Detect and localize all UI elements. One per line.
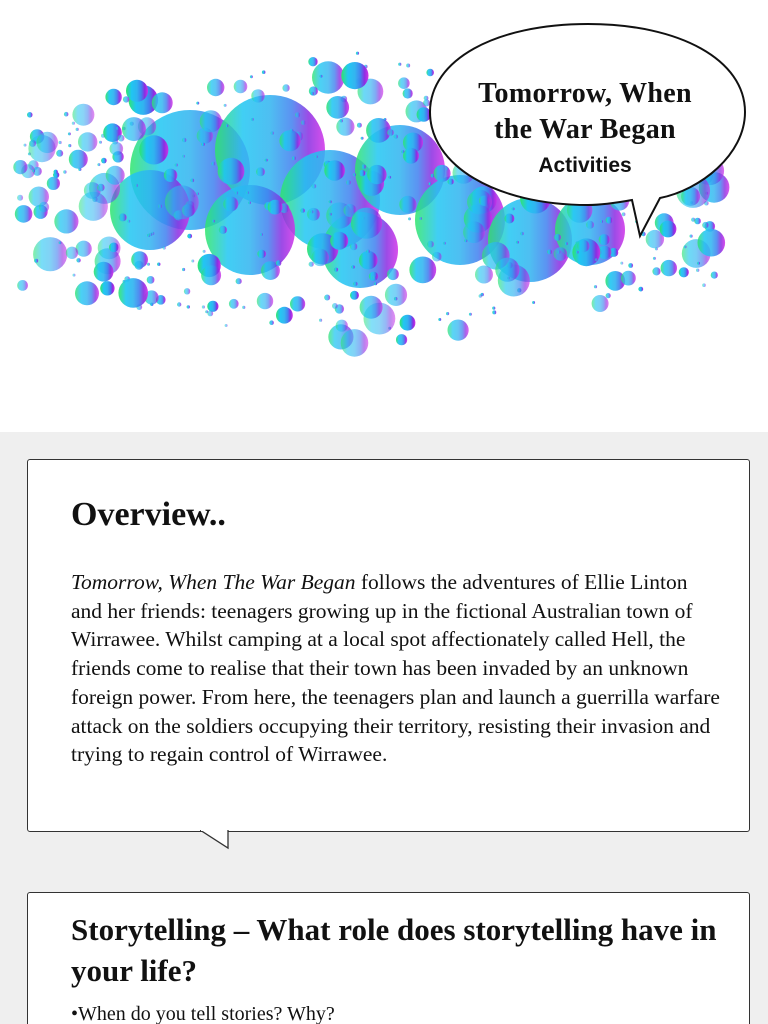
paint-drop [606, 293, 611, 298]
paint-drop [532, 301, 535, 304]
paint-drop [702, 283, 706, 287]
paint-drop [182, 138, 187, 143]
paint-drop [367, 165, 386, 184]
paint-drop [408, 217, 411, 220]
paint-drop [586, 221, 594, 229]
paint-drop [697, 262, 700, 265]
paint-drop [547, 250, 552, 255]
paint-drop [504, 214, 514, 224]
paint-drop [326, 96, 349, 119]
paint-drop [32, 169, 35, 172]
paint-drop [76, 241, 92, 257]
paint-drop [652, 267, 660, 275]
paint-drop [15, 205, 33, 223]
paint-drop [33, 237, 67, 271]
paint-drop [315, 155, 318, 158]
paint-drop [684, 245, 687, 248]
paint-drop [399, 196, 416, 213]
paint-drop [147, 276, 155, 284]
paint-drop [13, 160, 27, 174]
paint-drop [56, 150, 63, 157]
paint-drop [149, 233, 152, 236]
paint-drop [353, 282, 357, 286]
paint-drop [54, 209, 78, 233]
paint-drop [101, 158, 107, 164]
paint-drop [68, 144, 71, 147]
paint-drop [394, 134, 398, 138]
paint-drop [105, 89, 121, 105]
paint-drop [628, 263, 633, 268]
paint-drop [366, 250, 370, 254]
paint-drop [76, 258, 80, 262]
paint-drop [419, 217, 422, 220]
paint-drop [201, 265, 221, 285]
paint-drop [131, 251, 148, 268]
paint-drop [423, 99, 430, 106]
paint-drop [309, 262, 314, 267]
paint-drop [191, 260, 194, 263]
paint-drop [696, 269, 699, 272]
paint-drop [320, 75, 323, 78]
paint-drop [417, 107, 431, 121]
paint-drop [184, 288, 190, 294]
paint-drop [229, 299, 239, 309]
paint-drop [336, 320, 348, 332]
paint-drop [554, 234, 561, 241]
paint-drop [116, 127, 119, 130]
paint-drop [660, 221, 677, 238]
paint-drop [312, 249, 329, 266]
overview-callout-tail [200, 830, 240, 850]
paint-drop [246, 191, 249, 194]
paint-drop [250, 75, 253, 78]
paint-drop [47, 177, 60, 190]
paint-drop [394, 297, 398, 301]
paint-drop [396, 334, 407, 345]
paint-drop [300, 208, 305, 213]
paint-splash [0, 0, 768, 432]
paint-drop [324, 160, 345, 181]
overview-card [27, 459, 750, 832]
paint-drop [157, 263, 160, 266]
paint-drop [387, 129, 394, 136]
paint-drop [207, 311, 213, 317]
storytelling-heading: Storytelling – What role does storytelling have in your life? [71, 912, 717, 988]
paint-drop [182, 155, 185, 158]
paint-drop [219, 226, 227, 234]
paint-drop [242, 306, 245, 309]
overview-heading: Overview.. [71, 496, 226, 533]
paint-drop [638, 287, 643, 292]
paint-drop [17, 195, 23, 201]
paint-drop [310, 210, 313, 213]
paint-drop [357, 123, 362, 128]
paint-drop [224, 104, 227, 107]
paint-drop [398, 63, 401, 66]
paint-drop [661, 260, 677, 276]
paint-drop [251, 89, 264, 102]
paint-drop [271, 131, 274, 134]
paint-drop [329, 200, 332, 203]
paint-drop [324, 295, 330, 301]
paint-drop [621, 271, 636, 286]
cover-title-line2: the War Began [494, 114, 676, 145]
paint-drop [353, 173, 356, 176]
paint-drop [99, 141, 102, 144]
paint-drop [554, 247, 568, 261]
paint-drop [427, 241, 434, 248]
paint-drop [97, 163, 100, 166]
book-title: Tomorrow, When The War Began [71, 570, 356, 594]
paint-drop [403, 148, 419, 164]
paint-drop [75, 281, 99, 305]
paint-drop [276, 260, 282, 266]
paint-drop [479, 294, 482, 297]
paint-drop [374, 282, 377, 285]
paint-drop [207, 301, 218, 312]
paint-drop [341, 62, 368, 89]
paint-drop [359, 170, 365, 176]
paint-drop [69, 150, 88, 169]
paint-drop [59, 241, 62, 244]
paint-drop [346, 180, 351, 185]
paint-drop [27, 112, 33, 118]
paint-drop [39, 202, 49, 212]
paint-drop [127, 220, 130, 223]
paint-drop [59, 141, 62, 144]
paint-drop [463, 221, 485, 243]
paint-drop [78, 132, 97, 151]
paint-drop [595, 258, 598, 261]
paint-drop [694, 218, 701, 225]
content-slide [0, 432, 768, 1024]
paint-drop [310, 92, 314, 96]
paint-drop [406, 64, 410, 68]
paint-drop [479, 196, 490, 207]
overview-paragraph [71, 568, 721, 769]
paint-drop [448, 179, 454, 185]
paint-drop [332, 303, 338, 309]
paint-drop [106, 166, 125, 185]
paint-drop [126, 80, 148, 102]
paint-drop [152, 92, 173, 113]
paint-drop [356, 52, 359, 55]
paint-drop [234, 80, 248, 94]
paint-drop [37, 132, 58, 153]
paint-drop [334, 268, 338, 272]
paint-drop [257, 250, 266, 259]
paint-drop [100, 281, 114, 295]
paint-drop [260, 233, 263, 236]
paint-drop [679, 267, 689, 277]
paint-drop [123, 96, 129, 102]
paint-drop [248, 201, 251, 204]
paint-drop [301, 120, 306, 125]
paint-drop [24, 144, 27, 147]
paint-drop [66, 247, 78, 259]
paint-drop [622, 212, 626, 216]
paint-drop [492, 310, 496, 314]
paint-drop [207, 79, 224, 96]
paint-drop [398, 77, 410, 89]
paint-drop [79, 192, 108, 221]
paint-drop [319, 319, 322, 322]
paint-drop [512, 207, 515, 210]
paint-drop [307, 208, 320, 221]
paint-drop [177, 302, 181, 306]
paint-drop [190, 179, 194, 183]
paint-drop [97, 184, 105, 192]
paint-drop [135, 184, 138, 187]
paint-drop [68, 132, 71, 135]
paint-drop [702, 222, 708, 228]
paint-drop [295, 112, 300, 117]
paint-drop [218, 158, 245, 185]
paint-drop [139, 135, 168, 164]
paint-drop [388, 176, 391, 179]
paint-drop [165, 185, 199, 219]
paint-drop [225, 324, 228, 327]
paint-drop [373, 276, 377, 280]
paint-drop [119, 213, 127, 221]
cover-subtitle: Activities [538, 154, 632, 177]
paint-drop [201, 143, 205, 147]
paint-drop [118, 278, 148, 308]
paint-drop [265, 159, 268, 162]
paint-drop [426, 69, 434, 77]
paint-drop [351, 265, 355, 269]
paint-drop [147, 263, 150, 266]
paint-drop [63, 170, 66, 173]
paint-drop [308, 57, 317, 66]
paint-drop [54, 170, 58, 174]
paint-drop [446, 312, 449, 315]
paint-drop [290, 296, 305, 311]
paint-drop [163, 246, 166, 249]
paint-drop [698, 229, 726, 257]
paint-drop [576, 251, 579, 254]
paint-drop [448, 320, 469, 341]
paint-drop [72, 104, 94, 126]
paint-drop [432, 252, 442, 262]
paint-drop [711, 272, 718, 279]
paint-drop [577, 240, 589, 252]
paint-drop [76, 128, 79, 131]
paint-drop [279, 130, 300, 151]
paint-drop [211, 162, 215, 166]
paint-drop [469, 313, 472, 316]
paint-drop [351, 208, 382, 239]
paint-drop [387, 268, 399, 280]
paint-drop [361, 164, 366, 169]
paint-drop [606, 217, 613, 224]
paint-drop [64, 112, 69, 117]
paint-drop [212, 220, 215, 223]
paint-drop [594, 285, 597, 288]
paint-drop [350, 243, 357, 250]
storytelling-bullet: •When do you tell stories? Why? [71, 1003, 335, 1024]
paint-drop [236, 278, 242, 284]
paint-drop [282, 84, 289, 91]
paint-drop [653, 257, 656, 260]
paint-drop [557, 250, 561, 254]
paint-drop [366, 118, 391, 143]
paint-drop [492, 307, 495, 310]
bubble-text [440, 76, 730, 178]
paint-drop [256, 167, 265, 176]
paint-drop [565, 242, 568, 245]
paint-drop [29, 140, 36, 147]
paint-drop [118, 135, 125, 142]
paint-drop [330, 232, 348, 250]
paint-drop [122, 117, 146, 141]
paint-drop [251, 118, 254, 121]
paint-drop [599, 234, 610, 245]
paint-drop [202, 305, 205, 308]
paint-drop [72, 122, 75, 125]
paint-drop [187, 305, 190, 308]
paint-drop [409, 257, 436, 284]
paint-drop [516, 241, 519, 244]
paint-drop [257, 293, 273, 309]
paint-drop [329, 213, 332, 216]
paint-drop [424, 96, 429, 101]
paint-drop [182, 268, 185, 271]
storytelling-card [27, 892, 750, 1024]
paint-drop [360, 296, 383, 319]
paint-drop [94, 262, 114, 282]
paint-drop [336, 118, 354, 136]
paint-drop [341, 329, 369, 357]
paint-drop [592, 295, 609, 312]
paint-drop [269, 320, 274, 325]
paint-drop [520, 232, 524, 236]
paint-drop [235, 191, 238, 194]
paint-drop [276, 307, 293, 324]
paint-drop [350, 291, 359, 300]
paint-drop [17, 280, 28, 291]
paint-drop [361, 137, 364, 140]
paint-drop [175, 163, 178, 166]
paint-drop [200, 110, 222, 132]
paint-drop [203, 250, 206, 253]
paint-drop [443, 242, 446, 245]
paint-drop [495, 258, 519, 282]
paint-drop [400, 315, 416, 331]
paint-drop [164, 169, 177, 182]
paint-drop [223, 197, 238, 212]
paint-drop [73, 274, 76, 277]
paint-drop [385, 284, 407, 306]
paint-drop [359, 251, 378, 270]
paint-drop [110, 142, 124, 156]
paint-drop [620, 262, 623, 265]
paint-drop [475, 266, 493, 284]
paint-drop [262, 70, 266, 74]
paint-drop [292, 156, 296, 160]
paint-drop [187, 234, 192, 239]
paint-drop [429, 182, 432, 185]
paint-drop [268, 200, 283, 215]
paint-drop [158, 204, 162, 208]
paint-drop [34, 259, 38, 263]
paint-drop [438, 318, 441, 321]
paint-drop [225, 124, 228, 127]
overview-text: follows the adventures of Ellie Linton and her friends: teenagers growing up in the fictional Australian town of Wirrawee. Whilst camping at a local spot affectionately called Hell, the friends come to realise that their town has been invaded by an unknown foreign power. From here, the teenagers plan and launch a guerrilla warfare attack on the soldiers occupying their territory, resisting their invasion and trying to regain control of Wirrawee. [71, 570, 720, 767]
paint-drop [403, 88, 413, 98]
paint-drop [109, 243, 119, 253]
paint-drop [690, 235, 693, 238]
cover-title-line1: Tomorrow, When [478, 78, 692, 109]
cover-slide [0, 0, 768, 432]
paint-drop [600, 220, 603, 223]
paint-drop [340, 119, 343, 122]
paint-drop [196, 102, 199, 105]
paint-drop [312, 184, 317, 189]
